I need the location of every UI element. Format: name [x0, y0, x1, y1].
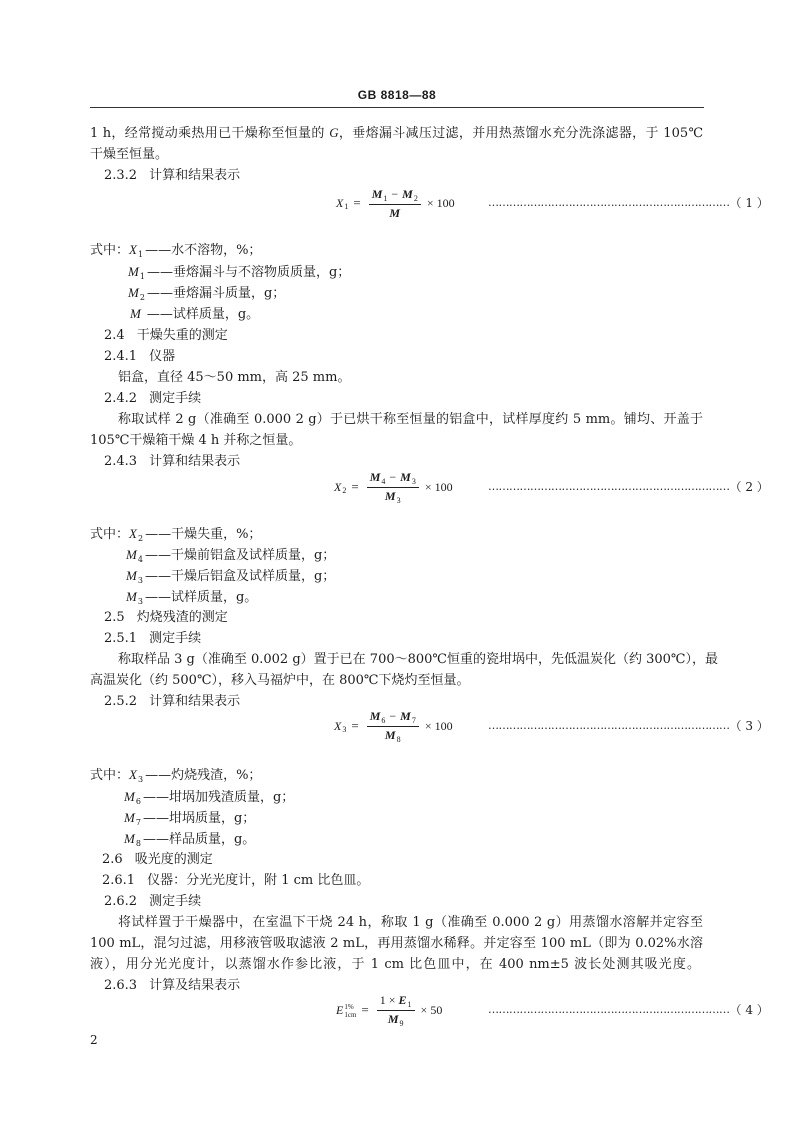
symbol: M [369, 708, 381, 723]
formula-lhs-indices [344, 1003, 356, 1019]
equation-number-row [488, 716, 769, 736]
subscript: 1cm [344, 1011, 357, 1019]
symbol: M [124, 789, 135, 804]
paragraph-line: 将试样置于干燥器中，在室温下干烧 24 h，称取 1 g（准确至 0.000 2 g）用蒸馏水溶解并定容至 [118, 915, 703, 930]
text-run: 1 h，经常搅动乘热用已干燥称至恒量的 [90, 126, 330, 141]
legend-description: ——样品质量，g。 [142, 832, 256, 847]
equation-number: （ 2 ） [729, 480, 769, 494]
formula-lhs: X [334, 479, 342, 494]
subscript: 1 [139, 272, 145, 281]
section-number: 2.5.2 [104, 694, 138, 709]
subscript: 3 [411, 476, 416, 486]
symbol: M [400, 708, 411, 723]
numerator-factor: 1 × [379, 992, 396, 1007]
formula-lhs-subscript: 2 [342, 485, 347, 495]
text-run: ，垂熔漏斗减压过滤，并用热蒸馏水充分洗涤滤器，于 105℃ [338, 126, 703, 141]
numerator [367, 709, 419, 727]
fraction [377, 993, 415, 1028]
section-title: 仪器 [149, 349, 176, 364]
symbol: X [129, 526, 137, 541]
paragraph-line: 100 mL，混匀过滤，用移液管吸取滤液 2 mL，再用蒸馏水稀释。并定容至 100 mL（即为 0.02%水溶 [90, 936, 703, 951]
legend-line [90, 240, 261, 262]
numerator [377, 993, 415, 1011]
symbol: M [400, 469, 411, 484]
dot-leader: …………………………………………………………… [488, 1003, 730, 1016]
section-heading [102, 871, 369, 891]
subscript: 8 [135, 839, 141, 848]
legend-description: ——试样质量，g。 [144, 590, 258, 605]
subscript: 4 [137, 555, 143, 564]
section-heading [104, 892, 201, 912]
section-title: 计算和结果表示 [149, 168, 241, 183]
paragraph-line: 105℃干燥箱干燥 4 h 并称之恒量。 [90, 433, 302, 448]
denominator [385, 727, 401, 744]
equals-sign: = [351, 718, 359, 733]
formula-lhs: X [334, 718, 342, 733]
equation-number-row [488, 477, 769, 497]
legend-prefix: 式中： [90, 768, 130, 783]
legend-line [126, 566, 335, 588]
legend-line [124, 808, 255, 830]
dot-leader: …………………………………………………………… [488, 480, 730, 493]
equation-number: （ 3 ） [729, 719, 769, 733]
legend-line [90, 524, 261, 546]
subscript: 2 [413, 193, 418, 203]
formula-lhs-subscript: 1 [344, 201, 349, 211]
header-rule [90, 107, 704, 108]
paragraph-line: 干燥至恒量。 [90, 147, 169, 162]
symbol: M [384, 727, 396, 742]
superscript: 1% [344, 1003, 354, 1011]
symbol: M [128, 264, 139, 279]
paragraph-line: 液），用分光光度计，以蒸馏水作参比液，于 1 cm 比色皿中，在 400 nm±5 波长处测其吸光度。 [90, 957, 700, 972]
legend-description: ——干燥前铝盒及试样质量，g； [144, 548, 336, 563]
subscript: 3 [137, 597, 143, 606]
section-number: 2.6.1 [102, 873, 136, 888]
equals-sign: = [361, 1002, 369, 1017]
equals-sign: = [353, 195, 361, 210]
subscript: 1 [407, 999, 412, 1009]
section-title: 灼烧残渣的测定 [136, 610, 228, 625]
legend-line [126, 545, 335, 567]
section-number: 2.6.3 [104, 978, 138, 993]
symbol: X [129, 242, 137, 257]
subscript: 2 [139, 293, 145, 302]
section-number: 2.4.1 [104, 349, 138, 364]
section-title: 计算和结果表示 [149, 454, 241, 469]
symbol: M [369, 469, 381, 484]
subscript: 7 [135, 818, 141, 827]
legend-line [128, 262, 350, 284]
subscript: 7 [411, 715, 416, 725]
paragraph-line: 铝盒，直径 45～50 mm，高 25 mm。 [118, 370, 351, 385]
section-title: 计算和结果表示 [149, 694, 241, 709]
subscript: 1 [383, 193, 388, 203]
symbol: M [389, 205, 401, 220]
symbol: M [124, 810, 135, 825]
denominator [388, 1011, 404, 1028]
legend-line [128, 283, 285, 305]
equation-number-row [488, 1000, 769, 1020]
symbol: M [402, 186, 413, 201]
legend-description: ——坩埚加残渣质量，g； [142, 790, 295, 805]
subscript: 3 [137, 775, 144, 784]
legend-line [90, 765, 261, 787]
formula-3 [334, 709, 453, 743]
equation-number: （ 1 ） [729, 196, 769, 210]
legend-line [126, 587, 257, 609]
section-number: 2.5.1 [104, 631, 138, 646]
section-title: 计算及结果表示 [149, 978, 241, 993]
section-heading [104, 692, 240, 712]
formula-2 [334, 470, 453, 504]
legend-description: ——垂熔漏斗质量，g； [146, 286, 286, 301]
legend-line [130, 304, 259, 325]
fraction [367, 709, 419, 744]
section-title: 测定手续 [149, 391, 202, 406]
equals-sign: = [351, 479, 359, 494]
minus-sign: − [389, 708, 397, 723]
section-number: 2.4 [104, 328, 125, 343]
legend-line [124, 829, 255, 851]
formula-4 [336, 993, 442, 1027]
subscript: 8 [396, 734, 401, 744]
legend-description: ——试样质量，g。 [146, 307, 260, 322]
symbol: M [126, 568, 137, 583]
section-heading [104, 608, 228, 628]
section-heading [104, 629, 201, 649]
section-heading [102, 850, 213, 870]
section-title: 测定手续 [149, 631, 202, 646]
formula-1 [336, 186, 455, 220]
section-title: 干燥失重的测定 [136, 328, 228, 343]
multiplier: × 100 [426, 195, 455, 210]
multiplier: × 50 [420, 1002, 443, 1017]
numerator [369, 187, 421, 205]
subscript: 3 [396, 495, 401, 505]
symbol: M [126, 547, 137, 562]
paragraph-line: 高温炭化（约 500℃），移入马福炉中，在 800℃下烧灼至恒量。 [90, 673, 470, 688]
legend-line [124, 787, 294, 809]
symbol: M [126, 589, 137, 604]
equation-number-row [488, 193, 769, 213]
numerator [367, 470, 419, 488]
legend-description: ——干燥后铝盒及试样质量，g； [144, 569, 336, 584]
subscript: 4 [381, 476, 386, 486]
symbol: M [387, 1011, 399, 1026]
section-heading [104, 976, 240, 996]
symbol: M [384, 488, 396, 503]
paragraph-line [90, 123, 703, 144]
symbol: M [371, 186, 383, 201]
standard-code-header: GB 8818—88 [357, 88, 437, 102]
section-heading [104, 452, 240, 472]
dot-leader: …………………………………………………………… [488, 719, 730, 732]
section-heading [104, 166, 240, 186]
formula-lhs: X [336, 195, 344, 210]
formula-lhs-subscript: 3 [342, 724, 347, 734]
symbol: M [130, 306, 141, 321]
subscript: 3 [137, 576, 143, 585]
formula-lhs: E [336, 1002, 344, 1017]
section-title: 吸光度的测定 [134, 852, 213, 867]
section-heading [104, 347, 175, 367]
section-number: 2.6 [102, 852, 123, 867]
symbol: M [128, 285, 139, 300]
equation-number: （ 4 ） [729, 1003, 769, 1017]
section-number: 2.5 [104, 610, 125, 625]
subscript: 2 [137, 534, 144, 543]
section-number: 2.4.2 [104, 391, 138, 406]
dot-leader: …………………………………………………………… [488, 196, 730, 209]
section-number: 2.3.2 [104, 168, 138, 183]
subscript: 6 [135, 797, 141, 806]
multiplier: × 100 [424, 479, 453, 494]
section-title: 测定手续 [149, 894, 202, 909]
legend-description: ——水不溶物，%； [145, 243, 262, 258]
section-number: 2.4.3 [104, 454, 138, 469]
subscript: 1 [137, 250, 144, 259]
multiplier: × 100 [424, 718, 453, 733]
paragraph-line: 称取试样 2 g（准确至 0.000 2 g）于已烘干称至恒量的铝盒中，试样厚度约 5 mm。铺均、开盖于 [118, 412, 703, 427]
section-title: 仪器：分光光度计，附 1 cm 比色皿。 [147, 873, 370, 888]
denominator [385, 488, 401, 505]
legend-description: ——坩埚质量，g； [142, 811, 256, 826]
section-heading [104, 389, 201, 409]
legend-description: ——垂熔漏斗与不溶物质质量，g； [146, 265, 351, 280]
fraction [369, 187, 421, 220]
legend-description: ——灼烧残渣，%； [145, 768, 262, 783]
symbol: X [129, 767, 137, 782]
legend-prefix: 式中： [90, 243, 130, 258]
paragraph-line: 称取样品 3 g（准确至 0.002 g）置于已在 700～800℃恒重的瓷坩埚中，先低温炭化（约 300℃），最 [118, 652, 718, 667]
minus-sign: − [389, 469, 397, 484]
section-number: 2.6.2 [104, 894, 138, 909]
subscript: 9 [399, 1018, 404, 1028]
subscript: 6 [381, 715, 386, 725]
legend-description: ——干燥失重，%； [145, 527, 262, 542]
variable-g: G [329, 125, 339, 140]
section-heading [104, 326, 228, 346]
legend-prefix: 式中： [90, 527, 130, 542]
minus-sign: − [391, 186, 399, 201]
symbol: E [398, 992, 407, 1007]
page-number: 2 [90, 1033, 98, 1047]
fraction [367, 470, 419, 505]
denominator [389, 205, 400, 220]
symbol: M [124, 831, 135, 846]
